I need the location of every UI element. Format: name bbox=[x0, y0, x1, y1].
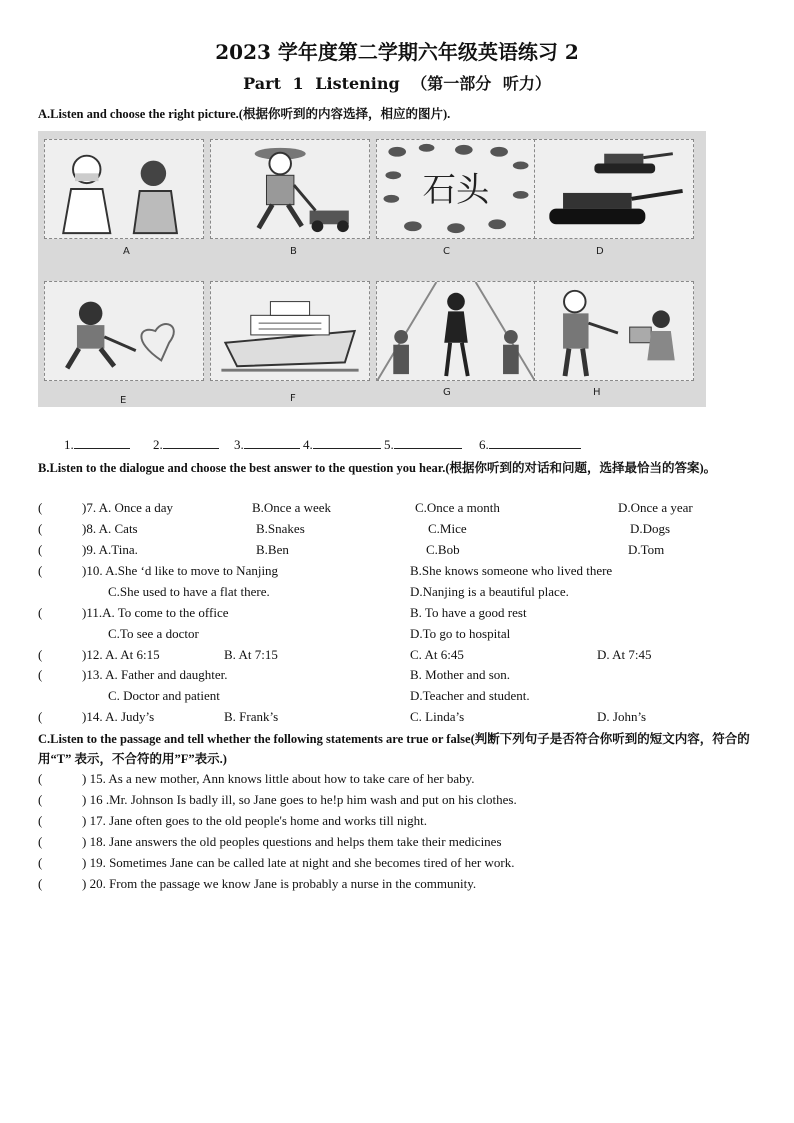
option-d: D.Dogs bbox=[630, 521, 671, 536]
answer-blank[interactable] bbox=[394, 436, 462, 449]
picture-b bbox=[210, 139, 370, 239]
statement-text: ) 20. From the passage we know Jane is probably a nurse in the community. bbox=[82, 876, 477, 891]
option-b: B.Once a week bbox=[252, 500, 332, 515]
option-d: D.Once a year bbox=[618, 500, 693, 515]
option-d: D.To go to hospital bbox=[410, 626, 511, 641]
option-b: B.Ben bbox=[256, 542, 289, 557]
answer-paren[interactable]: ( bbox=[38, 813, 43, 828]
option-c: C. At 6:45 bbox=[410, 647, 464, 662]
option-c: C.She used to have a flat there. bbox=[108, 584, 270, 599]
question-13-cd bbox=[38, 688, 768, 708]
answer-blank[interactable] bbox=[489, 436, 581, 449]
question-11 bbox=[38, 605, 768, 625]
boy-drawing-heart-icon bbox=[45, 282, 203, 380]
statement-17 bbox=[38, 813, 768, 833]
option-a: )13. A. Father and daughter. bbox=[82, 667, 228, 682]
answer-paren[interactable]: ( bbox=[38, 876, 43, 891]
picture-label: E bbox=[120, 395, 127, 406]
question-10-cd bbox=[38, 584, 768, 604]
question-9 bbox=[38, 542, 768, 562]
section-a-instruction: A.Listen and choose the right picture.(根据你听到的内容选择，相应的图片). bbox=[38, 107, 451, 121]
question-11-cd bbox=[38, 626, 768, 646]
picture-g bbox=[376, 281, 536, 381]
man-lawnmower-icon bbox=[211, 140, 369, 238]
blank-label: 4. bbox=[303, 437, 313, 452]
option-a: )12. A. At 6:15 bbox=[82, 647, 160, 662]
page-title: 2023 学年度第二学期六年级英语练习 2 bbox=[215, 40, 579, 64]
option-d: D.Tom bbox=[628, 542, 665, 557]
statement-text: ) 19. Sometimes Jane can be called late at night and she becomes tired of her work. bbox=[82, 855, 515, 870]
blank-label: 6. bbox=[479, 437, 489, 452]
section-b-instruction: B.Listen to the dialogue and choose the best answer to the question you hear.(根据你听到的对话和问题，选择最恰当的答案)。 bbox=[38, 461, 717, 475]
picture-a bbox=[44, 139, 204, 239]
question-12 bbox=[38, 647, 768, 667]
option-b: B. At 7:15 bbox=[224, 647, 278, 662]
statement-text: ) 17. Jane often goes to the old people's home and works till night. bbox=[82, 813, 427, 828]
answer-blank[interactable] bbox=[244, 436, 300, 449]
answer-paren[interactable]: ( bbox=[38, 771, 43, 786]
answer-blank[interactable] bbox=[163, 436, 219, 449]
blank-label: 5. bbox=[384, 437, 394, 452]
option-a: )9. A.Tina. bbox=[82, 542, 138, 557]
answer-paren[interactable]: ( bbox=[38, 605, 43, 620]
blank-label: 2. bbox=[153, 437, 163, 452]
question-10 bbox=[38, 563, 768, 583]
picture-f bbox=[210, 281, 370, 381]
option-a: )14. A. Judy’s bbox=[82, 709, 155, 724]
option-c: C.Mice bbox=[428, 521, 467, 536]
option-c: C.Bob bbox=[426, 542, 460, 557]
blank-label: 3. bbox=[234, 437, 244, 452]
option-d: D.Teacher and student. bbox=[410, 688, 530, 703]
picture-grid bbox=[38, 131, 706, 407]
tanks-icon bbox=[535, 140, 693, 238]
answer-paren[interactable]: ( bbox=[38, 563, 43, 578]
picture-e bbox=[44, 281, 204, 381]
statement-20 bbox=[38, 876, 768, 896]
picture-label: G bbox=[443, 387, 451, 398]
statement-19 bbox=[38, 855, 768, 875]
blank-label: 1. bbox=[64, 437, 74, 452]
statement-18 bbox=[38, 834, 768, 854]
answer-paren[interactable]: ( bbox=[38, 667, 43, 682]
question-13 bbox=[38, 667, 768, 687]
answer-paren[interactable]: ( bbox=[38, 521, 43, 536]
answer-blank[interactable] bbox=[313, 436, 381, 449]
picture-c bbox=[376, 139, 536, 239]
answer-paren[interactable]: ( bbox=[38, 792, 43, 807]
cruise-ship-icon bbox=[211, 282, 369, 380]
statement-text: ) 18. Jane answers the old peoples questions and helps them take their medicines bbox=[82, 834, 502, 849]
option-a: )10. A.She ‘d like to move to Nanjing bbox=[82, 563, 279, 578]
option-b: B.She knows someone who lived there bbox=[410, 563, 613, 578]
option-a: )11.A. To come to the office bbox=[82, 605, 229, 620]
option-c: C.To see a doctor bbox=[108, 626, 199, 641]
answer-paren[interactable]: ( bbox=[38, 647, 43, 662]
option-d: D. At 7:45 bbox=[597, 647, 652, 662]
option-b: B. Frank’s bbox=[224, 709, 279, 724]
statement-text: ) 15. As a new mother, Ann knows little about how to take care of her baby. bbox=[82, 771, 475, 786]
answer-paren[interactable]: ( bbox=[38, 500, 43, 515]
stones-chinese-icon bbox=[377, 140, 535, 238]
picture-label: B bbox=[290, 246, 297, 257]
picture-d bbox=[534, 139, 694, 239]
answer-blanks bbox=[64, 436, 581, 453]
option-b: B. Mother and son. bbox=[410, 667, 511, 682]
answer-paren[interactable]: ( bbox=[38, 709, 43, 724]
option-b: B.Snakes bbox=[256, 521, 305, 536]
answer-paren[interactable]: ( bbox=[38, 542, 43, 557]
doctor-patient-icon bbox=[45, 140, 203, 238]
picture-h bbox=[534, 281, 694, 381]
section-c-instruction: C.Listen to the passage and tell whether the following statements are true or false(判断下列句子是否符合你听到的短文内容，符合的用“T” 表示，不合符的用”F”表示.) bbox=[38, 732, 750, 766]
picture-label: H bbox=[593, 387, 601, 398]
svg-text:石头: 石头 bbox=[422, 169, 490, 209]
picture-label: F bbox=[290, 393, 296, 404]
picture-label: C bbox=[443, 246, 450, 257]
option-c: C. Doctor and patient bbox=[108, 688, 220, 703]
statement-15 bbox=[38, 771, 768, 791]
fashion-model-icon bbox=[377, 282, 535, 380]
statement-text: ) 16 .Mr. Johnson Is badly ill, so Jane goes to he!p him wash and put on his clothes. bbox=[82, 792, 517, 807]
question-7 bbox=[38, 500, 768, 520]
option-b: B. To have a good rest bbox=[410, 605, 527, 620]
man-giving-gift-icon bbox=[535, 282, 693, 380]
statement-16 bbox=[38, 792, 768, 812]
question-14 bbox=[38, 709, 768, 729]
answer-blank[interactable] bbox=[74, 436, 130, 449]
option-c: C. Linda’s bbox=[410, 709, 465, 724]
option-d: D.Nanjing is a beautiful place. bbox=[410, 584, 569, 599]
answer-paren[interactable]: ( bbox=[38, 834, 43, 849]
option-a: )8. A. Cats bbox=[82, 521, 138, 536]
picture-label: D bbox=[596, 246, 604, 257]
answer-paren[interactable]: ( bbox=[38, 855, 43, 870]
option-a: )7. A. Once a day bbox=[82, 500, 173, 515]
option-c: C.Once a month bbox=[415, 500, 500, 515]
picture-label: A bbox=[123, 246, 130, 257]
option-d: D. John’s bbox=[597, 709, 647, 724]
question-8 bbox=[38, 521, 768, 541]
part-heading: Part 1 Listening （第一部分 听力） bbox=[243, 74, 551, 93]
